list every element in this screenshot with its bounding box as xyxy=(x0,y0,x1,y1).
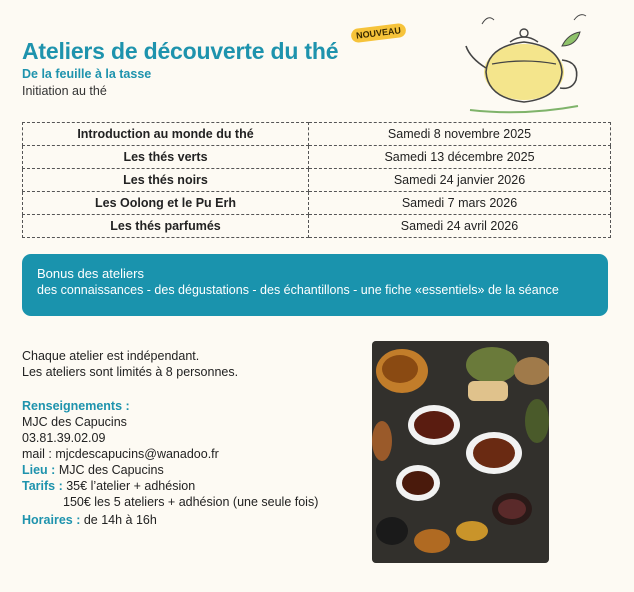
new-badge: NOUVEAU xyxy=(350,23,406,44)
workshop-date: Samedi 24 janvier 2026 xyxy=(309,169,611,192)
workshop-date: Samedi 13 décembre 2025 xyxy=(309,146,611,169)
schedule-row xyxy=(23,215,611,238)
contact-label: Renseignements : xyxy=(22,399,130,413)
horaires-value: de 14h à 16h xyxy=(83,513,157,527)
subtitle: De la feuille à la tasse xyxy=(22,67,152,81)
workshop-name: Les thés parfumés xyxy=(23,215,309,238)
workshop-name: Introduction au monde du thé xyxy=(23,123,309,146)
bonus-description: des connaissances - des dégustations - des échantillons - une fiche «essentiels» de la séance xyxy=(37,283,559,297)
phone-number: 03.81.39.02.09 xyxy=(22,431,106,445)
schedule-table xyxy=(22,122,611,238)
tarif-single: 35€ l’atelier + adhésion xyxy=(66,479,196,493)
tagline: Initiation au thé xyxy=(22,84,107,98)
contact-org: MJC des Capucins xyxy=(22,415,127,429)
lieu-label: Lieu : xyxy=(22,463,56,477)
lieu-row xyxy=(22,462,164,478)
workshop-date: Samedi 24 avril 2026 xyxy=(309,215,611,238)
bonus-title: Bonus des ateliers xyxy=(37,266,144,281)
schedule-row xyxy=(23,146,611,169)
independent-note: Chaque atelier est indépendant. xyxy=(22,349,200,363)
lieu-value: MJC des Capucins xyxy=(58,463,164,477)
workshop-date: Samedi 7 mars 2026 xyxy=(309,192,611,215)
horaires-row xyxy=(22,512,157,528)
schedule-row xyxy=(23,123,611,146)
tea-cups-photo xyxy=(372,341,549,563)
email-address[interactable]: mail : mjcdescapucins@wanadoo.fr xyxy=(22,447,219,461)
workshop-date: Samedi 8 novembre 2025 xyxy=(309,123,611,146)
horaires-label: Horaires : xyxy=(22,513,81,527)
tarifs-label: Tarifs : xyxy=(22,479,63,493)
teapot-illustration xyxy=(462,6,594,116)
tarifs-row xyxy=(22,478,195,494)
bonus-box xyxy=(22,254,608,316)
workshop-name: Les thés verts xyxy=(23,146,309,169)
page-title: Ateliers de découverte du thé xyxy=(22,38,339,64)
workshop-name: Les thés noirs xyxy=(23,169,309,192)
limit-note: Les ateliers sont limités à 8 personnes. xyxy=(22,365,239,379)
schedule-row xyxy=(23,192,611,215)
tarif-package: 150€ les 5 ateliers + adhésion (une seule fois) xyxy=(63,495,319,509)
workshop-name: Les Oolong et le Pu Erh xyxy=(23,192,309,215)
schedule-row xyxy=(23,169,611,192)
